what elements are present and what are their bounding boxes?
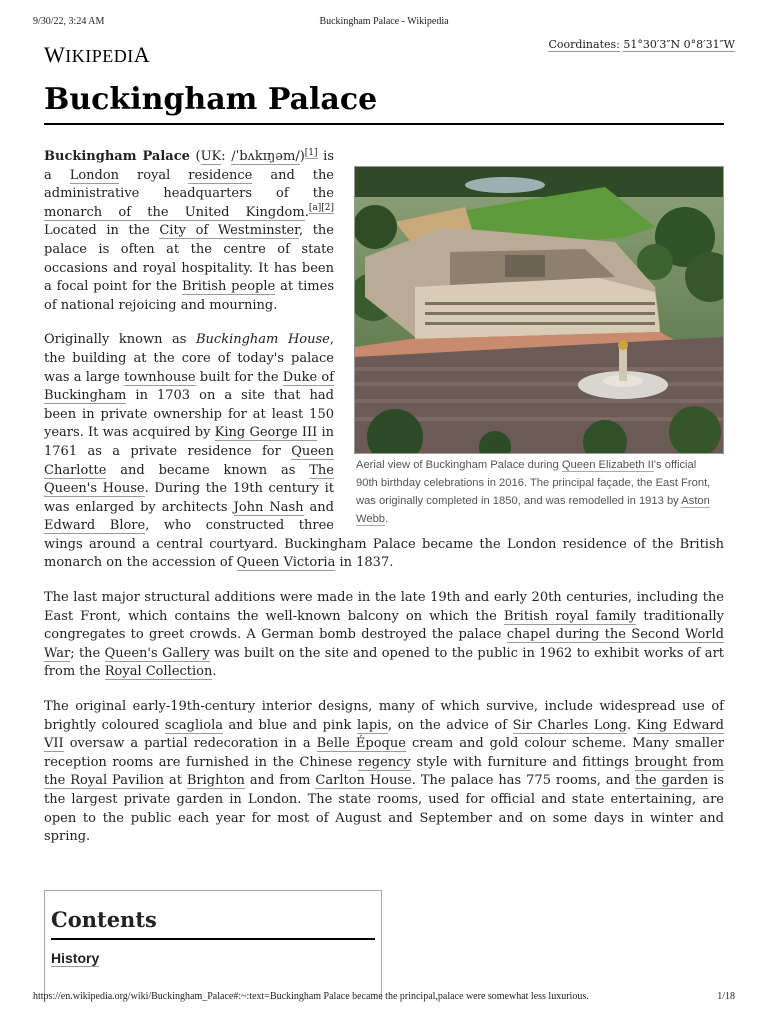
article-link[interactable]: residence [188, 167, 253, 183]
citation-link[interactable]: [a] [308, 203, 322, 214]
article-link[interactable]: Brighton [186, 773, 245, 789]
article-link[interactable]: the garden [635, 773, 709, 789]
citation-link[interactable]: [1] [304, 147, 318, 158]
coordinates [548, 38, 735, 51]
lead-paragraph-3: The last major structural additions were made in the late 19th and early 20th centuries, including the East Front, which contains the well-known balcony on which the British royal family traditionally congregates to greet crowds. A German bomb destroyed the palace chapel during the Second World War; the Queen's Gallery was built on the site and opened to the public in 1962 to exhibit works of art from the Royal Collection. [44, 590, 725, 680]
article-link[interactable]: Queen Charlotte [44, 443, 334, 478]
title-divider [44, 123, 724, 125]
image-caption: Aerial view of Buckingham Palace during Queen Elizabeth II's official 90th birthday celebrations in 2016. The principal façade, the East Front, was originally completed in 1850, and was remodelled in 1913 by Aston Webb. [356, 459, 711, 525]
coordinates-label[interactable]: Coordinates: [548, 38, 620, 51]
article-link[interactable]: King Edward VII [44, 717, 725, 752]
article-link[interactable]: The Queen's House [44, 462, 334, 497]
page-number: 1/18 [717, 991, 735, 1002]
article-link[interactable]: Queen's Gallery [104, 645, 210, 661]
article-link[interactable]: Duke of Buckingham [44, 369, 335, 404]
print-document-title: Buckingham Palace - Wikipedia [319, 16, 449, 27]
article-link[interactable]: UK [200, 149, 222, 164]
article-link[interactable]: Sir Charles Long [512, 717, 627, 733]
print-date: 9/30/22, 3:24 AM [33, 16, 105, 27]
page-title: Buckingham Palace [44, 82, 378, 117]
article-subject: Buckingham Palace [44, 149, 190, 164]
palace-aerial-image[interactable] [354, 166, 724, 454]
article-link[interactable]: brought from the Royal Pavilion [44, 754, 725, 789]
article-link[interactable]: chapel during the Second World War [44, 627, 725, 661]
lead-paragraph-4: The original early-19th-century interior designs, many of which survive, include widespread use of brightly coloured scagliola and blue and pink lapis, on the advice of Sir Charles Long. King Edward VII oversaw a partial redecoration in a Belle Époque cream and gold colour scheme. Many smaller reception rooms are furnished in the Chinese regency style with furniture and fittings brought from the Royal Pavilion at Brighton and from Carlton House. The palace has 775 rooms, and the garden is the largest private garden in London. The state rooms, used for official and state entertaining, are open to the public each year for most of August and September and on some days in winter and spring. [44, 699, 725, 845]
article-link[interactable]: regency [357, 754, 411, 770]
article-link[interactable]: /ˈbʌkɪŋəm/ [231, 149, 300, 164]
article-link[interactable]: King George III [214, 425, 318, 441]
article-link[interactable]: City of Westminster [159, 223, 299, 239]
article-link[interactable]: scagliola [164, 717, 223, 733]
article-link[interactable]: Belle Époque [316, 736, 406, 752]
article-link[interactable]: John Nash [233, 499, 304, 515]
wikipedia-wordmark[interactable]: WIKIPEDIA [44, 42, 151, 67]
article-link[interactable]: monarch of the United Kingdom [44, 204, 305, 220]
article-content [44, 148, 724, 863]
print-footer [33, 991, 735, 1005]
article-link[interactable]: townhouse [124, 369, 196, 385]
article-link[interactable]: British royal family [503, 608, 637, 624]
article-link[interactable]: Edward Blore [44, 518, 146, 534]
lead-paragraph-2: Originally known as Buckingham House, the building at the core of today's palace was a large townhouse built for the Duke of Buckingham in 1703 on a site that had been in private ownership for at least 150 years. It was acquired by King George III in 1761 as a private residence for Queen Charlotte and became known as The Queen's House. During the 19th century it was enlarged by architects John Nash and Edward Blore, who constructed three wings around a central courtyard. Buckingham Palace became the London residence of the British monarch on the accession of Queen Victoria in 1837. [44, 332, 724, 571]
toc-title: Contents [51, 907, 375, 940]
print-header [33, 16, 735, 30]
toc-item-history[interactable]: History [51, 950, 100, 966]
caption-link[interactable]: Aston Webb [356, 495, 710, 525]
caption-link[interactable]: Queen Elizabeth II [561, 459, 654, 471]
article-link[interactable]: lapis [356, 717, 389, 733]
article-link[interactable]: Carlton House [315, 773, 412, 789]
lead-image-box [354, 166, 724, 528]
lead-paragraph-1: Buckingham Palace (UK: /ˈbʌkɪŋəm/)[1] is a London royal residence and the administrative headquarters of the monarch of the United Kingdom.[a][2] Located in the City of Westminster, the palace is often at the centre of state occasions and royal hospitality. It has been a focal point for the British people at times of national rejoicing and mourning. [44, 147, 335, 313]
print-url: https://en.wikipedia.org/wiki/Buckingham_Palace#:~:text=Buckingham Palace became the principal,palace were somewhat less luxurious. [33, 991, 589, 1002]
citation-link[interactable]: [2] [321, 203, 334, 214]
article-link[interactable]: London [69, 167, 120, 183]
article-link[interactable]: Queen Victoria [236, 555, 336, 571]
article-link[interactable]: Royal Collection [104, 664, 213, 680]
table-of-contents [44, 890, 382, 1000]
article-link[interactable]: British people [181, 279, 276, 295]
coordinates-value[interactable]: 51°30′3″N 0°8′31″W [623, 38, 735, 51]
